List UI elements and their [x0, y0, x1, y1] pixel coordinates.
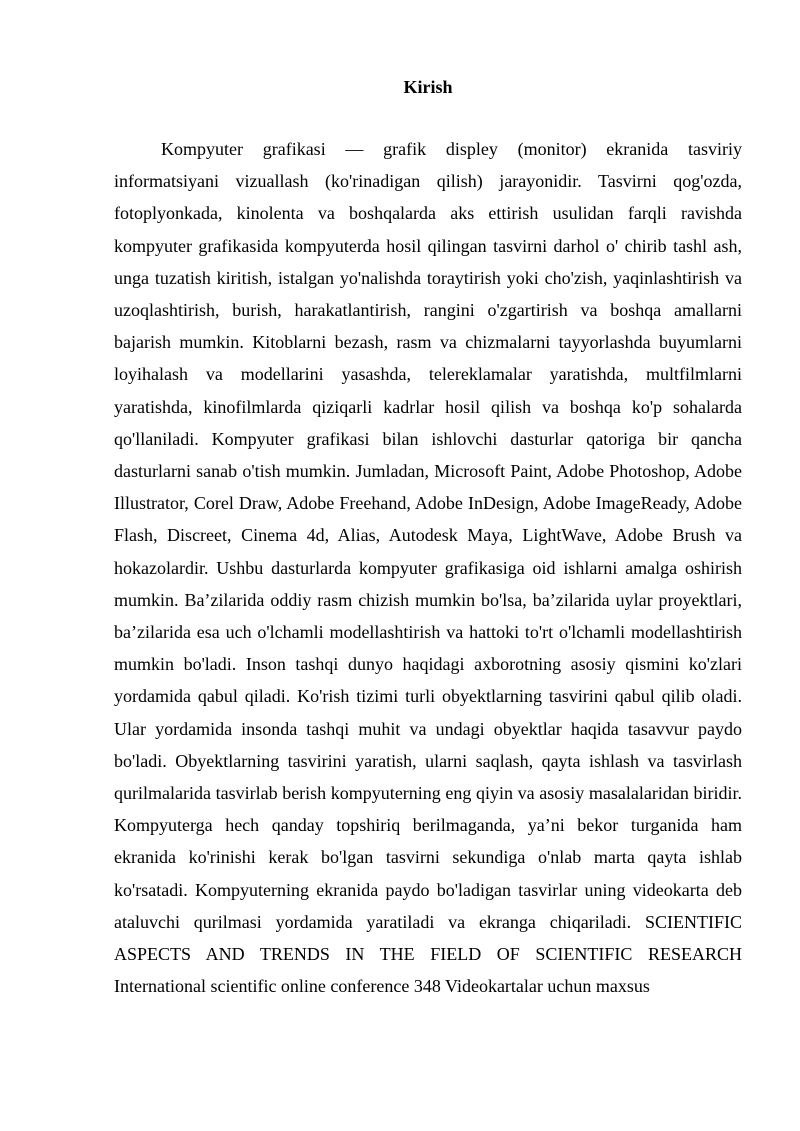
page-title: Kirish: [403, 77, 453, 97]
body-paragraph: Kompyuter grafikasi — grafik displey (monitor) ekranida tasviriy informatsiyani vizuallash (ko'rinadigan qilish) jarayonidir. Tasvirni qog'ozda, fotoplyonkada, kinolenta va boshqalarda aks ettirish usulidan farqli ravishda kompyuter grafikasida kompyuterda hosil qilingan tasvirni darhol o' chirib tashl ash, unga tuzatish kiritish, istalgan yo'nalishda toraytirish yoki cho'zish, yaqinlashtirish va uzoqlashtirish, burish, harakatlantirish, rangini o'zgartirish va boshqa amallarni bajarish mumkin. Kitoblarni bezash, rasm va chizmalarni tayyorlashda buyumlarni loyihalash va modellarini yasashda, telereklamalar yaratishda, multfilmlarni yaratishda, kinofilmlarda qiziqarli kadrlar hosil qilish va boshqa ko'p sohalarda qo'llaniladi. Kompyuter grafikasi bilan ishlovchi dasturlar qatoriga bir qancha dasturlarni sanab o'tish mumkin. Jumladan, Microsoft Paint, Adobe Photoshop, Adobe Illustrator, Corel Draw, Adobe Freehand, Adobe InDesign, Adobe ImageReady, Adobe Flash, Discreet, Cinema 4d, Alias, Autodesk Maya, LightWave, Adobe Brush va hokazolardir. Ushbu dasturlarda kompyuter grafikasiga oid ishlarni amalga oshirish mumkin. Ba’zilarida oddiy rasm chizish mumkin bo'lsa, ba’zilarida uylar proyektlari, ba’zilarida esa uch o'lchamli modellashtirish va hattoki to'rt o'lchamli modellashtirish mumkin bo'ladi. Inson tashqi dunyo haqidagi axborotning asosiy qismini ko'zlari yordamida qabul qiladi. Ko'rish tizimi turli obyektlarning tasvirini qabul qilib oladi. Ular yordamida insonda tashqi muhit va undagi obyektlar haqida tasavvur paydo bo'ladi. Obyektlarning tasvirini yaratish, ularni saqlash, qayta ishlash va tasvirlash qurilmalarida tasvirlab berish kompyuterning eng qiyin va asosiy masalalaridan biridir. Kompyuterga hech qanday topshiriq berilmaganda, ya’ni bekor turganida ham ekranida ko'rinishi kerak bo'lgan tasvirni sekundiga o'nlab marta qayta ishlab ko'rsatadi. Kompyuterning ekranida paydo bo'ladigan tasvirlar uning videokarta deb ataluvchi qurilmasi yordamida yaratiladi va ekranga chiqariladi. SCIENTIFIC ASPECTS AND TRENDS IN THE FIELD OF SCIENTIFIC RESEARCH International scientific online conference 348 Videokartalar uchun maxsus: [114, 139, 742, 997]
